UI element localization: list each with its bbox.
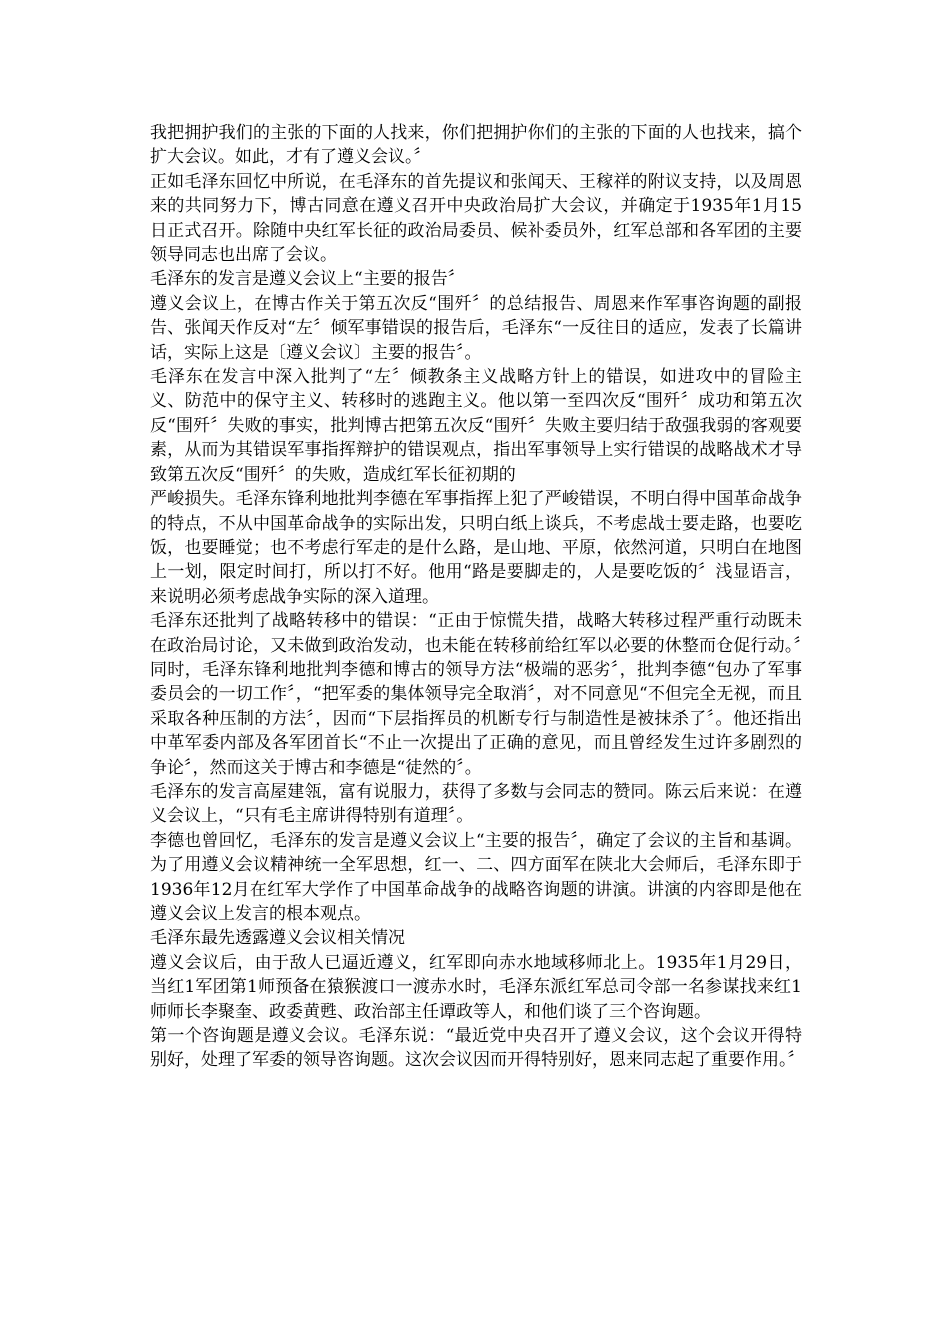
paragraph-9: 遵义会议后，由于敌人已逼近遵义，红军即向赤水地域移师北上。1935年1月29日，当红1军团第1师预备在猿猴渡口一渡赤水时，毛泽东派红军总司令部一名参谋找来红1师师长李聚奎、政委黄甦、政治部主任谭政等人，和他们谈了三个咨询题。 bbox=[150, 952, 802, 1022]
paragraph-5: 严峻损失。毛泽东锋利地批判李德在军事指挥上犯了严峻错误，不明白得中国革命战争的特点，不从中国革命战争的实际出发，只明白纸上谈兵，不考虑战士要走路，也要吃饭，也要睡觉；也不考虑行军走的是什么路，是山地、平原，依然河道，只明白在地图上一划，限定时间打，所以打不好。他用“路是要脚走的，人是要吃饭的〞浅显语言，来说明必须考虑战争实际的深入道理。 bbox=[150, 489, 802, 607]
paragraph-7: 毛泽东的发言高屋建瓴，富有说服力，获得了多数与会同志的赞同。陈云后来说：在遵义会议上，“只有毛主席讲得特别有道理〞。 bbox=[150, 781, 802, 827]
document-body bbox=[150, 121, 805, 1073]
paragraph-6: 毛泽东还批判了战略转移中的错误：“正由于惊慌失措，战略大转移过程严重行动既未在政治局讨论，又未做到政治发动，也未能在转移前给红军以必要的休整而仓促行动。〞同时，毛泽东锋利地批判李德和博古的领导方法“极端的恶劣〞，批判李德“包办了军事委员会的一切工作〞，“把军委的集体领导完全取消〞，对不同意见“不但完全无视，而且采取各种压制的方法〞，因而“下层指挥员的机断专行与制造性是被抹杀了〞。他还指出中革军委内部及各军团首长“不止一次提出了正确的意见，而且曾经发生过许多剧烈的争论〞，然而这关于博古和李德是“徒然的〞。 bbox=[150, 611, 802, 778]
section-heading-main-report: 毛泽东的发言是遵义会议上“主要的报告〞 bbox=[150, 269, 465, 290]
section-heading-first-disclosure: 毛泽东最先透露遵义会议相关情况 bbox=[150, 928, 405, 949]
paragraph-1: 我把拥护我们的主张的下面的人找来，你们把拥护你们的主张的下面的人也找来，搞个扩大会议。如此，才有了遵义会议。〞 bbox=[150, 123, 802, 168]
paragraph-8: 李德也曾回忆，毛泽东的发言是遵义会议上“主要的报告〞，确定了会议的主旨和基调。为了用遵义会议精神统一全军思想，红一、二、四方面军在陕北大会师后，毛泽东即于1936年12月在红军大学作了中国革命战争的战略咨询题的讲演。讲演的内容即是他在遵义会议上发言的根本观点。 bbox=[150, 830, 802, 924]
paragraph-4: 毛泽东在发言中深入批判了“左〞倾教条主义战略方针上的错误，如进攻中的冒险主义、防范中的保守主义、转移时的逃跑主义。他以第一至四次反“围歼〞成功和第五次反“围歼〞失败的事实，批判博古把第五次反“围歼〞失败主要归结于敌强我弱的客观要素，从而为其错误军事指挥辩护的错误观点，指出军事领导上实行错误的战略战术才导致第五次反“围歼〞的失败，造成红军长征初期的 bbox=[150, 367, 802, 485]
paragraph-10: 第一个咨询题是遵义会议。毛泽东说：“最近党中央召开了遵义会议，这个会议开得特别好，处理了军委的领导咨询题。这次会议因而开得特别好，恩来同志起了重要作用。〞 bbox=[150, 1026, 805, 1071]
paragraph-3: 遵义会议上，在博古作关于第五次反“围歼〞的总结报告、周恩来作军事咨询题的副报告、张闻天作反对“左〞倾军事错误的报告后，毛泽东“一反往日的适应，发表了长篇讲话，实际上这是〔遵义会议〕主要的报告〞。 bbox=[150, 293, 802, 363]
paragraph-2: 正如毛泽东回忆中所说，在毛泽东的首先提议和张闻天、王稼祥的附议支持，以及周恩来的共同努力下，博古同意在遵义召开中央政治局扩大会议，并确定于1935年1月15日正式召开。除随中央红军长征的政治局委员、候补委员外，红军总部和各军团的主要领导同志也出席了会议。 bbox=[150, 171, 802, 266]
